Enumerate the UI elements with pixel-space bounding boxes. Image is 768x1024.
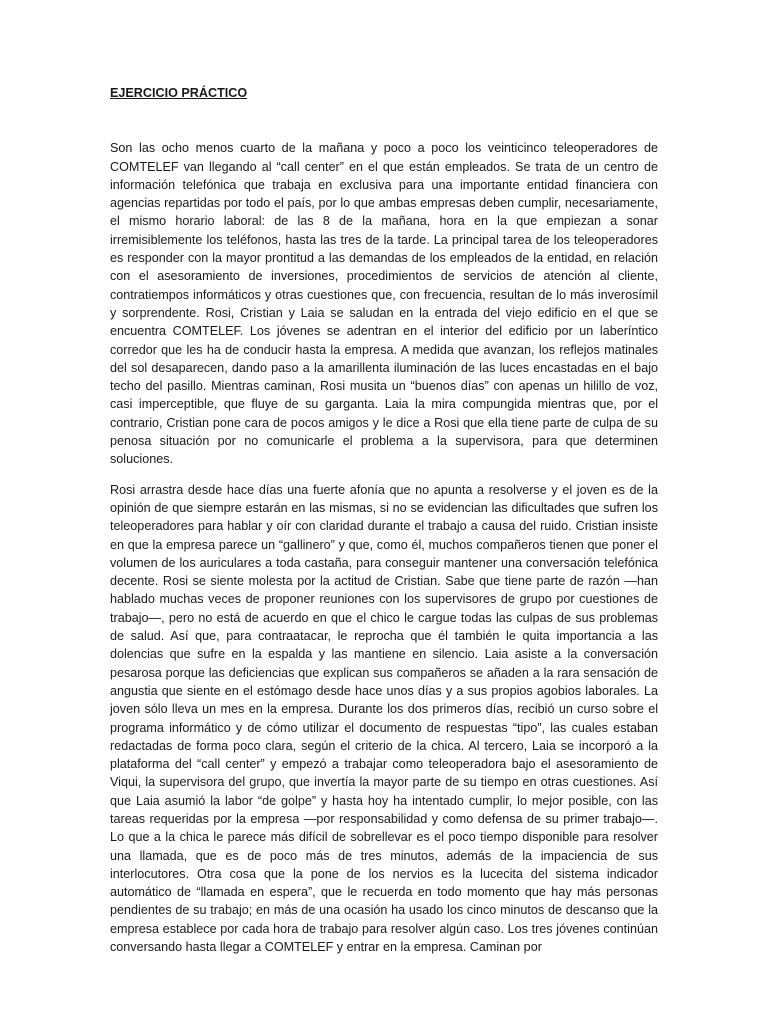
document-title: EJERCICIO PRÁCTICO: [110, 86, 248, 100]
paragraph-1: Son las ocho menos cuarto de la mañana y poco a poco los veinticinco teleoperadores de COMTELEF van llegando al “call center” en el que están empleados. Se trata de un centro de información telefónica que trabaja en exclusiva para una importante entidad financiera con agencias repartidas por todo el país, por lo que ambas empresas deben cumplir, necesariamente, el mismo horario laboral: de las 8 de la mañana, hora en la que empiezan a sonar irremisiblemente los teléfonos, hasta las tres de la tarde. La principal tarea de los teleoperadores es responder con la mayor prontitud a las demandas de los empleados de la entidad, en relación con el asesoramiento de inversiones, procedimientos de servicios de atención al cliente, contratiempos informáticos y otras cuestiones que, con frecuencia, resultan de lo más inverosímil y sorprendente. Rosi, Cristian y Laia se saludan en la entrada del viejo edificio en el que se encuentra COMTELEF. Los jóvenes se adentran en el interior del edificio por un laberíntico corredor que les ha de conducir hasta la empresa. A medida que avanzan, los reflejos matinales del sol desaparecen, dando paso a la amarillenta iluminación de las luces encastadas en el bajo techo del pasillo. Mientras caminan, Rosi musita un “buenos días” con apenas un hilillo de voz, casi imperceptible, que fluye de su garganta. Laia la mira compungida mientras que, por el contrario, Cristian pone cara de pocos amigos y le dice a Rosi que ella tiene parte de culpa de su penosa situación por no comunicarle el problema a la supervisora, para que determinen soluciones.: [110, 141, 658, 467]
paragraph-2: Rosi arrastra desde hace días una fuerte afonía que no apunta a resolverse y el joven es de la opinión de que siempre estarán en las mismas, si no se evidencian las dificultades que sufren los teleoperadores para hablar y oír con claridad durante el trabajo a causa del ruido. Cristian insiste en que la empresa parece un “gallinero” y que, como él, muchos compañeros tienen que poner el volumen de los auriculares a toda castaña, para conseguir mantener una conversación telefónica decente. Rosi se siente molesta por la actitud de Cristian. Sabe que tiene parte de razón —han hablado muchas veces de proponer reuniones con los supervisores de grupo por cuestiones de trabajo—, pero no está de acuerdo en que el chico le cargue todas las culpas de sus problemas de salud. Así que, para contraatacar, le reprocha que él también le quita importancia a las dolencias que sufre en la espalda y las mantiene en silencio. Laia asiste a la conversación pesarosa porque las deficiencias que explican sus compañeros se añaden a la rara sensación de angustia que siente en el estómago desde hace unos días y a sus propios agobios laborales. La joven sólo lleva un mes en la empresa. Durante los dos primeros días, recibió un curso sobre el programa informático y de cómo utilizar el documento de respuestas “tipo”, las cuales estaban redactadas de forma poco clara, según el criterio de la chica. Al tercero, Laia se incorporó a la plataforma del “call center” y empezó a trabajar como teleoperadora bajo el asesoramiento de Viqui, la supervisora del grupo, que invertía la mayor parte de su tiempo en otras cuestiones. Así que Laia asumió la labor “de golpe” y hasta hoy ha intentado cumplir, lo mejor posible, con las tareas requeridas por la empresa —por responsabilidad y como defensa de su primer trabajo—. Lo que a la chica le parece más difícil de sobrellevar es el poco tiempo disponible para resolver una llamada, que es de poco más de tres minutos, además de la impaciencia de sus interlocutores. Otra cosa que la pone de los nervios es la lucecita del sistema indicador automático de “llamada en espera”, que le recuerda en todo momento que hay más personas pendientes de su trabajo; en más de una ocasión ha usado los cinco minutos de descanso que la empresa establece por cada hora de trabajo para resolver algún caso. Los tres jóvenes continúan conversando hasta llegar a COMTELEF y entrar en la empresa. Caminan por: [110, 482, 658, 955]
document-page: [110, 84, 658, 968]
